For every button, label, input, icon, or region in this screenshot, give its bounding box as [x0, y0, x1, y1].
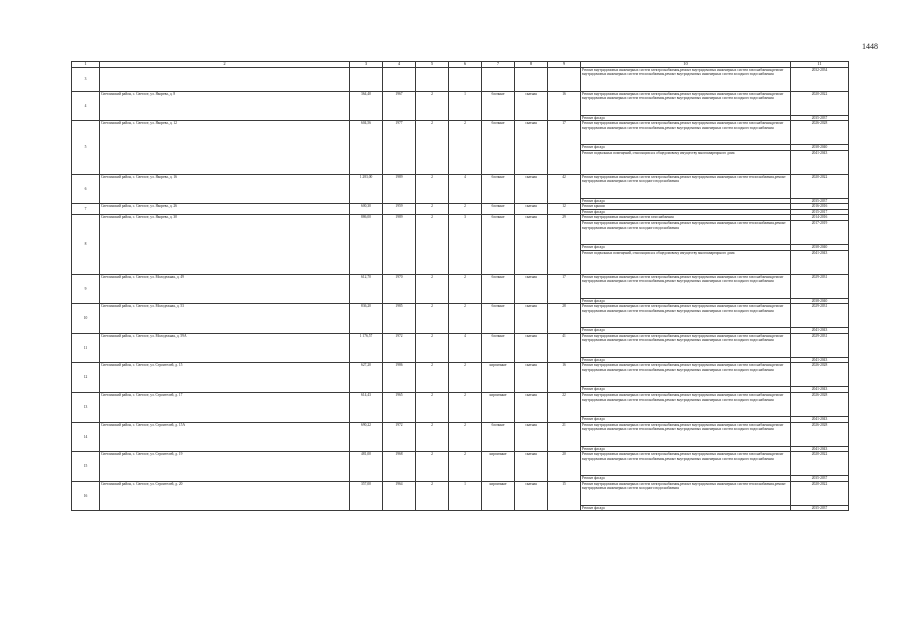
work-type-cell: Ремонт внутридомовых инженерных систем электроснабжения,ремонт внутридомовых инженерных систем газоснабжения,ремонт внутридомовых инженерных систем теплоснабжения,ремонт внутридомовых инженерных систем холодного водоснабжения — [581, 363, 791, 387]
roof-cell: скатная — [515, 91, 548, 121]
roof-cell: скатная — [515, 481, 548, 511]
entrances-cell: 2 — [449, 274, 482, 304]
row-number-cell: 10 — [72, 304, 100, 334]
work-type-cell: Ремонт фасада — [581, 198, 791, 204]
work-type-cell: Ремонт фасада — [581, 328, 791, 334]
entrances-cell: 2 — [449, 393, 482, 423]
apartments-cell: 16 — [548, 363, 581, 393]
roof-cell — [515, 67, 548, 91]
floors-cell: 2 — [416, 204, 449, 215]
year-cell — [383, 67, 416, 91]
entrances-cell: 2 — [449, 121, 482, 175]
column-number-header: 4 — [383, 62, 416, 68]
floors-cell: 2 — [416, 215, 449, 274]
period-cell: 2016-2016 — [791, 204, 849, 210]
address-cell: Светлинский район, с. Светлое, ул. Строителей, д. 17 — [100, 393, 350, 423]
period-cell: 2038-2040 — [791, 245, 849, 251]
work-type-cell: Ремонт внутридомовых инженерных систем электроснабжения,ремонт внутридомовых инженерных систем теплоснабжения,ремонт внутридомовых инженерных систем холодного водоснабжения — [581, 481, 791, 505]
address-cell: Светлинский район, с. Светлое, ул. Молодежная, д. 53 — [100, 304, 350, 334]
row-number-cell: 16 — [72, 481, 100, 511]
period-cell: 2035-2037 — [791, 115, 849, 121]
table-row — [72, 452, 849, 476]
address-cell: Светлинский район, с. Светлое, ул. Строителей, д. 20 — [100, 481, 350, 511]
row-number-cell: 11 — [72, 333, 100, 363]
walls-cell: блочные — [482, 91, 515, 121]
roof-cell: скатная — [515, 333, 548, 363]
address-cell: Светлинский район, с. Светлое, ул. Якорева, д. 26 — [100, 204, 350, 215]
period-cell: 2041-2043 — [791, 328, 849, 334]
work-type-cell: Ремонт фасада — [581, 298, 791, 304]
roof-cell: скатная — [515, 363, 548, 393]
table-row — [72, 333, 849, 357]
period-cell: 2041-2043 — [791, 387, 849, 393]
apartments-cell: 12 — [548, 204, 581, 215]
work-type-cell: Ремонт внутридомовых инженерных систем электроснабжения,ремонт внутридомовых инженерных систем газоснабжения,ремонт внутридомовых инженерных систем теплоснабжения,ремонт внутридомовых инженерных систем холодного водоснабжения — [581, 91, 791, 115]
area-cell — [350, 67, 383, 91]
year-cell: 1967 — [383, 91, 416, 121]
row-number-cell: 9 — [72, 274, 100, 304]
area-cell: 836,20 — [350, 304, 383, 334]
walls-cell: блочные — [482, 174, 515, 204]
work-type-cell: Ремонт внутридомовых инженерных систем электроснабжения,ремонт внутридомовых инженерных систем теплоснабжения,ремонт внутридомовых инженерных систем холодного водоснабжения — [581, 174, 791, 198]
apartments-cell: 17 — [548, 121, 581, 175]
row-number-cell: 14 — [72, 422, 100, 452]
floors-cell: 2 — [416, 333, 449, 363]
roof-cell: скатная — [515, 422, 548, 452]
period-cell: 2020-2022 — [791, 452, 849, 476]
walls-cell: блочные — [482, 333, 515, 363]
column-number-header: 6 — [449, 62, 482, 68]
work-type-cell: Ремонт фасада — [581, 357, 791, 363]
period-cell: 2035-2037 — [791, 198, 849, 204]
work-type-cell: Ремонт внутридомовых инженерных систем электроснабжения,ремонт внутридомовых инженерных систем газоснабжения,ремонт внутридомовых инженерных систем теплоснабжения,ремонт внутридомовых инженерных систем холодного водоснабжения — [581, 304, 791, 328]
period-cell: 2029-2031 — [791, 274, 849, 298]
work-type-cell: Ремонт внутридомовых инженерных систем электроснабжения,ремонт внутридомовых инженерных систем газоснабжения,ремонт внутридомовых инженерных систем теплоснабжения,ремонт внутридомовых инженерных систем холодного водоснабжения — [581, 67, 791, 91]
area-cell: 604,56 — [350, 121, 383, 175]
period-cell: 2041-2043 — [791, 150, 849, 174]
area-cell: 627,20 — [350, 363, 383, 393]
walls-cell: блочные — [482, 204, 515, 215]
walls-cell: кирпичные — [482, 393, 515, 423]
entrances-cell: 2 — [449, 204, 482, 215]
period-cell: 2029-2031 — [791, 304, 849, 328]
column-number-header: 8 — [515, 62, 548, 68]
row-number-cell: 3 — [72, 67, 100, 91]
table-row — [72, 481, 849, 505]
work-type-cell: Ремонт внутридомовых инженерных систем электроснабжения,ремонт внутридомовых инженерных систем газоснабжения,ремонт внутридомовых инженерных систем теплоснабжения,ремонт внутридомовых инженерных систем холодного водоснабжения — [581, 422, 791, 446]
year-cell: 1970 — [383, 274, 416, 304]
apartments-cell — [548, 67, 581, 91]
work-type-cell: Ремонт внутридомовых инженерных систем газоснабжения — [581, 215, 791, 221]
period-cell: 2017-2019 — [791, 221, 849, 245]
table-row — [72, 67, 849, 91]
work-type-cell: Ремонт крыши — [581, 204, 791, 210]
year-cell: 1972 — [383, 422, 416, 452]
area-cell: 1 283,00 — [350, 174, 383, 204]
entrances-cell: 2 — [449, 304, 482, 334]
table-row — [72, 304, 849, 328]
column-number-header: 11 — [791, 62, 849, 68]
work-type-cell: Ремонт подвальных помещений, относящихся к общедомовому имуществу многоквартирного дома — [581, 250, 791, 274]
roof-cell: скатная — [515, 174, 548, 204]
work-type-cell: Ремонт фасада — [581, 145, 791, 151]
entrances-cell: 2 — [449, 452, 482, 482]
row-number-cell: 13 — [72, 393, 100, 423]
roof-cell: скатная — [515, 204, 548, 215]
walls-cell: блочные — [482, 274, 515, 304]
column-number-header: 2 — [100, 62, 350, 68]
row-number-cell: 15 — [72, 452, 100, 482]
walls-cell: блочные — [482, 304, 515, 334]
apartments-cell: 17 — [548, 274, 581, 304]
work-type-cell: Ремонт внутридомовых инженерных систем электроснабжения,ремонт внутридомовых инженерных систем газоснабжения,ремонт внутридомовых инженерных систем теплоснабжения,ремонт внутридомовых инженерных систем холодного водоснабжения — [581, 393, 791, 417]
walls-cell — [482, 67, 515, 91]
walls-cell: блочные — [482, 422, 515, 452]
period-cell: 2038-2040 — [791, 145, 849, 151]
floors-cell: 2 — [416, 422, 449, 452]
area-cell: 364,40 — [350, 91, 383, 121]
floors-cell: 2 — [416, 393, 449, 423]
work-type-cell: Ремонт фасада — [581, 476, 791, 482]
entrances-cell: 1 — [449, 481, 482, 511]
floors-cell: 2 — [416, 91, 449, 121]
walls-cell: блочные — [482, 121, 515, 175]
entrances-cell: 2 — [449, 422, 482, 452]
address-cell: Светлинский район, с. Светлое, ул. Строителей, д. 19 — [100, 452, 350, 482]
column-number-header: 5 — [416, 62, 449, 68]
entrances-cell: 2 — [449, 363, 482, 393]
floors-cell: 2 — [416, 274, 449, 304]
year-cell: 1986 — [383, 363, 416, 393]
address-cell: Светлинский район, с. Светлое, ул. Молодежная, д. 59А — [100, 333, 350, 363]
work-type-cell: Ремонт внутридомовых инженерных систем электроснабжения,ремонт внутридомовых инженерных систем газоснабжения,ремонт внутридомовых инженерных систем теплоснабжения,ремонт внутридомовых инженерных систем холодного водоснабжения — [581, 274, 791, 298]
row-number-cell: 7 — [72, 204, 100, 215]
work-type-cell: Ремонт фасада — [581, 115, 791, 121]
apartments-cell: 21 — [548, 422, 581, 452]
walls-cell: блочные — [482, 215, 515, 274]
apartments-cell: 29 — [548, 215, 581, 274]
table-row — [72, 274, 849, 298]
address-cell — [100, 67, 350, 91]
apartments-cell: 28 — [548, 304, 581, 334]
walls-cell: кирпичные — [482, 363, 515, 393]
period-cell: 2041-2043 — [791, 446, 849, 452]
work-type-cell: Ремонт фасада — [581, 505, 791, 511]
work-type-cell: Ремонт фасада — [581, 387, 791, 393]
area-cell: 612,70 — [350, 274, 383, 304]
period-cell: 2026-2028 — [791, 422, 849, 446]
address-cell: Светлинский район, с. Светлое, ул. Якорева, д. 8 — [100, 91, 350, 121]
year-cell: 1989 — [383, 215, 416, 274]
period-cell: 2020-2022 — [791, 91, 849, 115]
work-type-cell: Ремонт внутридомовых инженерных систем электроснабжения,ремонт внутридомовых инженерных систем теплоснабжения,ремонт внутридомовых инженерных систем холодного водоснабжения — [581, 221, 791, 245]
year-cell: 1972 — [383, 333, 416, 363]
area-cell: 600,30 — [350, 204, 383, 215]
table-row — [72, 422, 849, 446]
year-cell: 1985 — [383, 304, 416, 334]
apartments-cell: 15 — [548, 481, 581, 511]
work-type-cell: Ремонт фасада — [581, 446, 791, 452]
floors-cell — [416, 67, 449, 91]
year-cell: 1959 — [383, 204, 416, 215]
column-number-header: 3 — [350, 62, 383, 68]
roof-cell: скатная — [515, 304, 548, 334]
page-number: 1448 — [862, 42, 878, 51]
period-cell: 2015-2017 — [791, 209, 849, 215]
apartments-cell: 16 — [548, 91, 581, 121]
work-type-cell: Ремонт фасада — [581, 245, 791, 251]
apartments-cell: 42 — [548, 174, 581, 204]
floors-cell: 2 — [416, 363, 449, 393]
area-cell: 614,43 — [350, 393, 383, 423]
floors-cell: 2 — [416, 174, 449, 204]
table-row — [72, 393, 849, 417]
roof-cell: скатная — [515, 452, 548, 482]
area-cell: 1 176,57 — [350, 333, 383, 363]
table-row — [72, 91, 849, 115]
period-cell: 2029-2031 — [791, 333, 849, 357]
area-cell: 690,22 — [350, 422, 383, 452]
row-number-cell: 8 — [72, 215, 100, 274]
column-number-header: 1 — [72, 62, 100, 68]
work-type-cell: Ремонт внутридомовых инженерных систем электроснабжения,ремонт внутридомовых инженерных систем газоснабжения,ремонт внутридомовых инженерных систем теплоснабжения,ремонт внутридомовых инженерных систем холодного водоснабжения — [581, 121, 791, 145]
period-cell: 2020-2022 — [791, 481, 849, 505]
year-cell: 1977 — [383, 121, 416, 175]
apartments-cell: 20 — [548, 452, 581, 482]
work-type-cell: Ремонт внутридомовых инженерных систем электроснабжения,ремонт внутридомовых инженерных систем газоснабжения,ремонт внутридомовых инженерных систем теплоснабжения,ремонт внутридомовых инженерных систем холодного водоснабжения — [581, 333, 791, 357]
entrances-cell: 4 — [449, 333, 482, 363]
work-type-cell: Ремонт подвальных помещений, относящихся к общедомовому имуществу многоквартирного дома — [581, 150, 791, 174]
roof-cell: скатная — [515, 393, 548, 423]
roof-cell: скатная — [515, 215, 548, 274]
row-number-cell: 12 — [72, 363, 100, 393]
year-cell: 1965 — [383, 393, 416, 423]
row-number-cell: 4 — [72, 91, 100, 121]
address-cell: Светлинский район, с. Светлое, ул. Строителей, д. 15А — [100, 422, 350, 452]
entrances-cell — [449, 67, 482, 91]
period-cell: 2032-2034 — [791, 67, 849, 91]
work-type-cell: Ремонт фасада — [581, 417, 791, 423]
floors-cell: 2 — [416, 304, 449, 334]
period-cell: 2038-2040 — [791, 298, 849, 304]
entrances-cell: 3 — [449, 215, 482, 274]
row-number-cell: 6 — [72, 174, 100, 204]
area-cell: 481,00 — [350, 452, 383, 482]
period-cell: 2026-2028 — [791, 393, 849, 417]
period-cell: 2041-2043 — [791, 357, 849, 363]
apartments-cell: 41 — [548, 333, 581, 363]
year-cell: 1964 — [383, 481, 416, 511]
column-number-header: 7 — [482, 62, 515, 68]
address-cell: Светлинский район, с. Светлое, ул. Строителей, д. 15 — [100, 363, 350, 393]
area-cell: 886,00 — [350, 215, 383, 274]
table-row — [72, 363, 849, 387]
floors-cell: 2 — [416, 481, 449, 511]
period-cell: 2026-2028 — [791, 121, 849, 145]
table-row — [72, 174, 849, 198]
column-number-header: 10 — [581, 62, 791, 68]
period-cell: 2035-2037 — [791, 505, 849, 511]
roof-cell: скатная — [515, 274, 548, 304]
year-cell: 1989 — [383, 174, 416, 204]
row-number-cell: 5 — [72, 121, 100, 175]
year-cell: 1968 — [383, 452, 416, 482]
period-cell: 2026-2028 — [791, 363, 849, 387]
period-cell: 2041-2043 — [791, 417, 849, 423]
period-cell: 2041-2043 — [791, 250, 849, 274]
period-cell: 2020-2022 — [791, 174, 849, 198]
repair-program-table — [71, 61, 849, 511]
address-cell: Светлинский район, с. Светлое, ул. Молодежная, д. 49 — [100, 274, 350, 304]
entrances-cell: 4 — [449, 174, 482, 204]
walls-cell: кирпичные — [482, 481, 515, 511]
address-cell: Светлинский район, с. Светлое, ул. Якорева, д. 30 — [100, 215, 350, 274]
area-cell: 357,00 — [350, 481, 383, 511]
floors-cell: 2 — [416, 121, 449, 175]
period-cell: 2035-2037 — [791, 476, 849, 482]
entrances-cell: 1 — [449, 91, 482, 121]
roof-cell: скатная — [515, 121, 548, 175]
floors-cell: 2 — [416, 452, 449, 482]
walls-cell: кирпичные — [482, 452, 515, 482]
column-number-header: 9 — [548, 62, 581, 68]
table-row — [72, 121, 849, 145]
address-cell: Светлинский район, с. Светлое, ул. Якорева, д. 12 — [100, 121, 350, 175]
work-type-cell: Ремонт внутридомовых инженерных систем электроснабжения,ремонт внутридомовых инженерных систем газоснабжения,ремонт внутридомовых инженерных систем теплоснабжения,ремонт внутридомовых инженерных систем холодного водоснабжения — [581, 452, 791, 476]
apartments-cell: 22 — [548, 393, 581, 423]
work-type-cell: Ремонт фасада — [581, 209, 791, 215]
period-cell: 2014-2016 — [791, 215, 849, 221]
address-cell: Светлинский район, с. Светлое, ул. Якорева, д. 16 — [100, 174, 350, 204]
